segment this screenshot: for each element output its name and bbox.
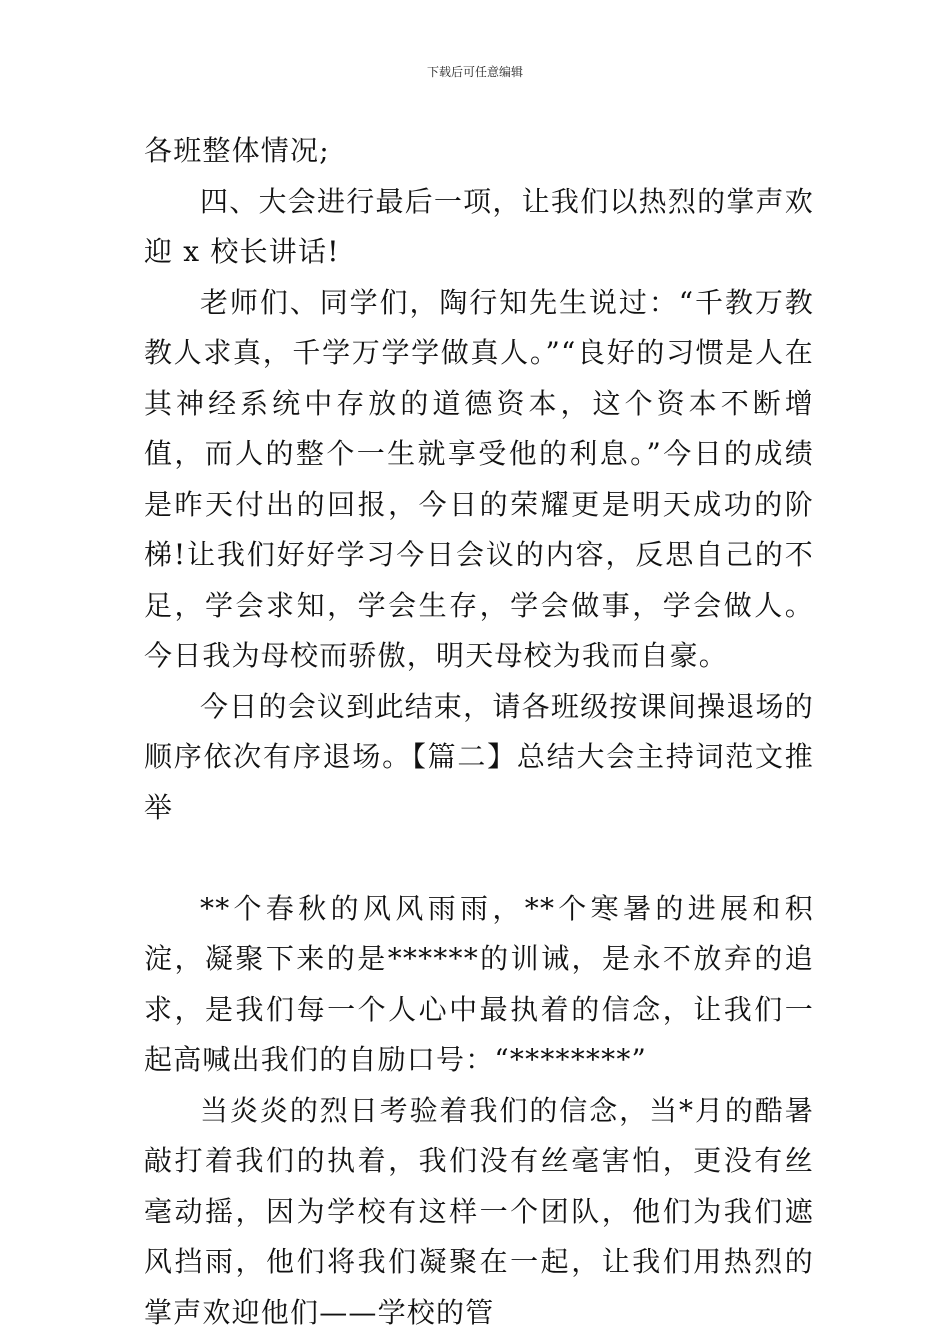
page-header-note: 下载后可任意编辑 bbox=[426, 65, 523, 79]
blank-line bbox=[144, 833, 814, 884]
paragraph-class-situation: 各班整体情况; bbox=[144, 134, 330, 167]
paragraph-management-team: 当炎炎的烈日考验着我们的信念，当*月的酷暑敲打着我们的执着，我们没有丝毫害怕，更没有丝毫动摇，因为学校有这样一个团队，他们为我们遮风挡雨，他们将我们凝聚在一起，让我们用热烈的掌声欢迎他们——学校的管 bbox=[144, 1093, 814, 1329]
document-body bbox=[144, 126, 814, 1338]
paragraph-tao-xingzhi-quote: 老师们、同学们，陶行知先生说过：“千教万教教人求真，千学万学学做真人。”“良好的习惯是人在其神经系统中存放的道德资本，这个资本不断增值，而人的整个一生就享受他的利息。”今日的成绩是昨天付出的回报，今日的荣耀更是明天成功的阶梯!让我们好好学习今日会议的内容，反思自己的不足，学会求知，学会生存，学会做事，学会做人。今日我为母校而骄傲，明天母校为我而自豪。 bbox=[144, 285, 814, 672]
paragraph-principal-speech: 四、大会进行最后一项，让我们以热烈的掌声欢迎 x 校长讲话! bbox=[144, 184, 814, 268]
paragraph-meeting-end: 今日的会议到此结束，请各班级按课间操退场的顺序依次有序退场。【篇二】总结大会主持词范文推举 bbox=[144, 689, 814, 824]
paragraph-school-motto: **个春秋的风风雨雨，**个寒暑的进展和积淀，凝聚下来的是******的训诫，是永不放弃的追求，是我们每一个人心中最执着的信念，让我们一起高喊出我们的自励口号：“********” bbox=[144, 891, 814, 1076]
